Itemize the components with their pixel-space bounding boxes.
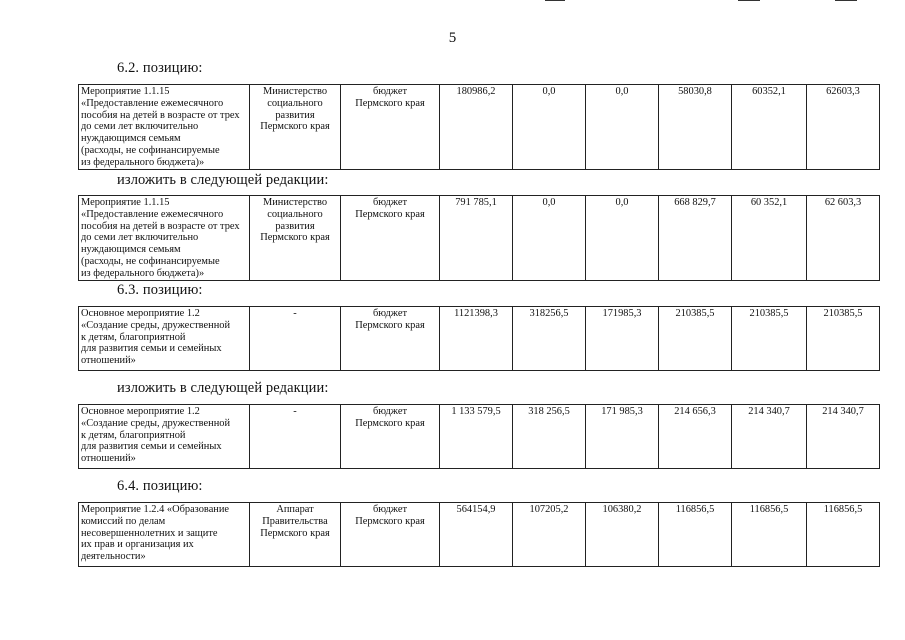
year-value-cell: 668 829,7 <box>659 196 732 281</box>
year-value-cell: 0,0 <box>586 85 659 170</box>
position-table-6-2-new <box>78 195 880 281</box>
position-table-6-2-old <box>78 84 880 170</box>
redaction-heading-6-2: изложить в следующей редакции: <box>117 172 329 188</box>
year-value-cell: 214 340,7 <box>807 405 880 469</box>
year-value-cell: 0,0 <box>513 85 586 170</box>
table-row <box>79 196 880 281</box>
funding-source-cell: бюджет Пермского края <box>341 307 440 371</box>
year-value-cell: 0,0 <box>586 196 659 281</box>
total-cell: 1121398,3 <box>440 307 513 371</box>
year-value-cell: 60 352,1 <box>732 196 807 281</box>
activity-name-cell: Основное мероприятие 1.2 «Создание среды, дружественной к детям, благоприятной для развития семьи и семейных отношений» <box>79 307 250 371</box>
total-cell: 791 785,1 <box>440 196 513 281</box>
year-value-cell: 60352,1 <box>732 85 807 170</box>
year-value-cell: 116856,5 <box>732 503 807 567</box>
redaction-heading-6-3: изложить в следующей редакции: <box>117 380 329 396</box>
top-rule-right <box>835 0 857 1</box>
executor-cell: Министерство социального развития Пермского края <box>250 196 341 281</box>
top-rule-left <box>545 0 565 1</box>
year-value-cell: 116856,5 <box>807 503 880 567</box>
table-row <box>79 503 880 567</box>
funding-source-cell: бюджет Пермского края <box>341 405 440 469</box>
table-row <box>79 307 880 371</box>
activity-name-cell: Основное мероприятие 1.2 «Создание среды, дружественной к детям, благоприятной для развития семьи и семейных отношений» <box>79 405 250 469</box>
section-heading-6-2: 6.2. позицию: <box>117 60 203 76</box>
year-value-cell: 106380,2 <box>586 503 659 567</box>
year-value-cell: 214 656,3 <box>659 405 732 469</box>
section-heading-6-4: 6.4. позицию: <box>117 478 203 494</box>
year-value-cell: 62603,3 <box>807 85 880 170</box>
table-row <box>79 85 880 170</box>
activity-name-cell: Мероприятие 1.2.4 «Образование комиссий по делам несовершеннолетних и защите их прав и организация их деятельности» <box>79 503 250 567</box>
year-value-cell: 171985,3 <box>586 307 659 371</box>
executor-cell: - <box>250 405 341 469</box>
year-value-cell: 318256,5 <box>513 307 586 371</box>
year-value-cell: 0,0 <box>513 196 586 281</box>
funding-source-cell: бюджет Пермского края <box>341 85 440 170</box>
year-value-cell: 210385,5 <box>659 307 732 371</box>
total-cell: 1 133 579,5 <box>440 405 513 469</box>
year-value-cell: 116856,5 <box>659 503 732 567</box>
position-table-6-3-old <box>78 306 880 371</box>
total-cell: 564154,9 <box>440 503 513 567</box>
funding-source-cell: бюджет Пермского края <box>341 196 440 281</box>
year-value-cell: 318 256,5 <box>513 405 586 469</box>
executor-cell: Аппарат Правительства Пермского края <box>250 503 341 567</box>
year-value-cell: 58030,8 <box>659 85 732 170</box>
year-value-cell: 210385,5 <box>732 307 807 371</box>
year-value-cell: 107205,2 <box>513 503 586 567</box>
total-cell: 180986,2 <box>440 85 513 170</box>
year-value-cell: 214 340,7 <box>732 405 807 469</box>
position-table-6-3-new <box>78 404 880 469</box>
year-value-cell: 62 603,3 <box>807 196 880 281</box>
section-heading-6-3: 6.3. позицию: <box>117 282 203 298</box>
executor-cell: Министерство социального развития Пермского края <box>250 85 341 170</box>
activity-name-cell: Мероприятие 1.1.15 «Предоставление ежемесячного пособия на детей в возрасте от трех до семи лет включительно нуждающимся семьям (расходы, не софинансируемые из федерального бюджета)» <box>79 196 250 281</box>
executor-cell: - <box>250 307 341 371</box>
top-rule-mid <box>738 0 760 1</box>
page-number: 5 <box>448 30 457 46</box>
position-table-6-4-old <box>78 502 880 567</box>
activity-name-cell: Мероприятие 1.1.15 «Предоставление ежемесячного пособия на детей в возрасте от трех до семи лет включительно нуждающимся семьям (расходы, не софинансируемые из федерального бюджета)» <box>79 85 250 170</box>
year-value-cell: 171 985,3 <box>586 405 659 469</box>
year-value-cell: 210385,5 <box>807 307 880 371</box>
table-row <box>79 405 880 469</box>
funding-source-cell: бюджет Пермского края <box>341 503 440 567</box>
